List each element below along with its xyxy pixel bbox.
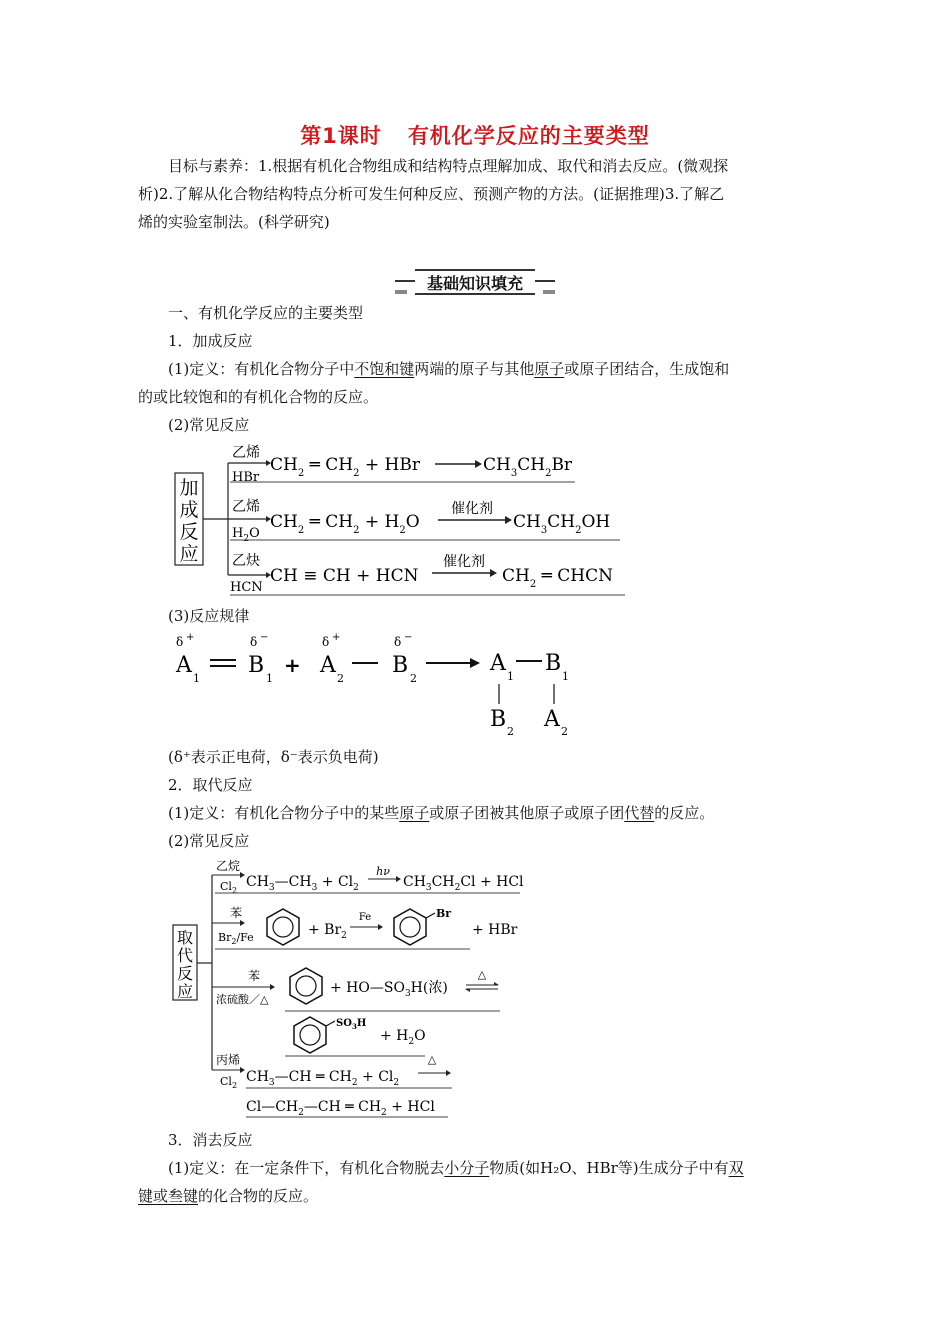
addition-reaction-diagram xyxy=(170,440,640,600)
elimination-heading: 3．消去反应 xyxy=(168,1131,253,1149)
goals-line-1: 目标与素养：1.根据有机化合物组成和结构特点理解加成、取代和消去反应。(微观探 xyxy=(168,157,729,175)
addition-heading: 1．加成反应 xyxy=(168,332,253,350)
reagent-top: 乙烷 xyxy=(216,859,241,873)
box-char: 成 xyxy=(179,499,199,521)
benzene-ring-icon xyxy=(394,909,435,945)
blank-answer: 原子 xyxy=(534,360,565,378)
blank-answer: 代替 xyxy=(624,804,655,822)
svg-text:δ: δ xyxy=(322,635,330,649)
reaction-product: $CH_3CH_2Br$ xyxy=(483,455,573,479)
addition-definition: (1)定义：有机化合物分子中不饱和键两端的原子与其他原子或原子团结合，生成饱和 xyxy=(168,360,730,378)
reagent-top: 丙烯 xyxy=(216,1053,241,1067)
addition-common-heading: (2)常见反应 xyxy=(168,416,250,434)
goals-line-2: 析)2.了解从化合物结构特点分析可发生何种反应、预测产物的方法。(证据推理)3.了解乙 xyxy=(138,185,725,203)
box-char: 加 xyxy=(179,477,199,499)
reaction-product: + HBr xyxy=(472,922,518,938)
svg-text:−: − xyxy=(404,632,413,643)
svg-text:2: 2 xyxy=(507,725,514,738)
svg-text:1: 1 xyxy=(266,672,273,685)
svg-text:+: + xyxy=(332,632,341,643)
condition-label: Fe xyxy=(358,912,372,923)
svg-text:B: B xyxy=(248,653,265,678)
blank-answer: 不饱和键 xyxy=(354,360,415,378)
reaction-product: $Cl—CH_2—CH$ ═ $CH_2$ + HCl xyxy=(246,1099,435,1118)
box-char: 取 xyxy=(176,928,194,947)
reagent-bottom: 浓硫酸／△ xyxy=(216,993,269,1006)
svg-text:δ: δ xyxy=(176,635,184,649)
reagent-top: 乙烯 xyxy=(232,499,260,515)
blank-answer: 双 xyxy=(728,1159,744,1177)
reaction-rule-diagram xyxy=(170,632,590,742)
svg-text:A: A xyxy=(490,651,506,676)
box-char: 应 xyxy=(176,982,194,1001)
section-banner-text: 基础知识填充 xyxy=(426,274,523,293)
reagent-top: 苯 xyxy=(248,969,261,983)
catalyst-label: 催化剂 xyxy=(443,554,485,570)
svg-text:−: − xyxy=(260,632,269,643)
condition-label: △ xyxy=(477,968,487,981)
svg-text:1: 1 xyxy=(562,670,569,683)
svg-text:2: 2 xyxy=(410,672,417,685)
box-char: 反 xyxy=(176,964,194,983)
reaction-product: $CH_3CH_2OH$ xyxy=(513,512,611,536)
substituent: $SO_3H$ xyxy=(336,1018,367,1031)
blank-answer: 原子 xyxy=(399,804,430,822)
reagent-bottom: $Cl_2$ xyxy=(220,1075,238,1090)
svg-text:δ: δ xyxy=(394,635,402,649)
benzene-ring-icon xyxy=(294,1017,335,1053)
reagent-bottom: $Cl_2$ xyxy=(220,880,238,895)
blank-answer: 小分子 xyxy=(444,1159,490,1177)
svg-text:A: A xyxy=(176,653,192,678)
reagent-bottom: $Br_2/Fe$ xyxy=(218,931,254,946)
reaction-product: $CH_2$ ═ CHCN xyxy=(502,566,613,590)
reagent-top: 苯 xyxy=(230,906,243,920)
condition-label: hν xyxy=(376,865,390,878)
svg-text:δ: δ xyxy=(250,635,258,649)
substitution-reaction-diagram xyxy=(170,855,530,1120)
substituent: Br xyxy=(436,907,452,920)
title-lesson: 第1课时 xyxy=(300,124,382,148)
goals-line-3: 烯的实验室制法。(科学研究) xyxy=(138,213,330,231)
svg-text:2: 2 xyxy=(337,672,344,685)
elimination-definition-cont: 键或叁键的化合物的反应。 xyxy=(138,1187,319,1205)
blank-answer: 键或叁键 xyxy=(138,1187,199,1205)
benzene-ring-icon xyxy=(267,909,299,945)
rule-note: (δ⁺表示正电荷，δ⁻表示负电荷) xyxy=(168,748,379,766)
substitution-common-heading: (2)常见反应 xyxy=(168,832,250,850)
reaction-equation: $CH_2$ ═ $CH_2$ + HBr xyxy=(270,455,420,479)
page-title xyxy=(0,120,950,150)
reaction-product: $CH_3CH_2Cl$ + HCl xyxy=(403,874,524,893)
reaction-equation: $CH_3—CH_3 + Cl_2$ xyxy=(246,874,359,893)
substitution-definition: (1)定义：有机化合物分子中的某些原子或原子团被其他原子或原子团代替的反应。 xyxy=(168,804,715,822)
reagent-top: 乙炔 xyxy=(232,553,260,569)
reagent-bottom: HCN xyxy=(230,580,263,595)
svg-text:1: 1 xyxy=(193,672,200,685)
reaction-equation: $CH_3—CH$ ═ $CH_2 + Cl_2$ xyxy=(246,1069,400,1088)
reaction-product: + $H_2O$ xyxy=(380,1028,426,1047)
svg-text:1: 1 xyxy=(507,670,514,683)
reaction-equation: CH ≡ CH + HCN xyxy=(270,566,419,586)
svg-text:2: 2 xyxy=(561,725,568,738)
svg-text:+: + xyxy=(186,632,195,643)
benzene-ring-icon xyxy=(290,968,322,1004)
svg-text:B: B xyxy=(490,707,507,732)
substitution-heading: 2．取代反应 xyxy=(168,776,253,794)
title-topic: 有机化学反应的主要类型 xyxy=(407,124,650,148)
box-char: 应 xyxy=(179,543,199,565)
svg-text:B: B xyxy=(545,651,562,676)
section-banner xyxy=(395,268,555,294)
section1-heading: 一、有机化学反应的主要类型 xyxy=(168,304,364,322)
svg-text:A: A xyxy=(320,653,336,678)
reagent: + $HO—SO_3H$(浓) xyxy=(330,980,448,999)
reagent-top: 乙烯 xyxy=(232,445,260,461)
svg-text:B: B xyxy=(392,653,409,678)
svg-text:A: A xyxy=(544,707,560,732)
elimination-definition: (1)定义：在一定条件下，有机化合物脱去小分子物质(如H₂O、HBr等)生成分子中有双 xyxy=(168,1159,744,1177)
box-char: 代 xyxy=(176,946,194,965)
condition-label: △ xyxy=(427,1053,437,1066)
svg-text:+: + xyxy=(284,653,301,677)
reagent: + $Br_2$ xyxy=(308,922,347,941)
rule-heading: (3)反应规律 xyxy=(168,607,250,625)
catalyst-label: 催化剂 xyxy=(451,501,493,517)
reagent-bottom: $H_2O$ xyxy=(232,526,260,544)
reagent-bottom: HBr xyxy=(232,470,260,485)
addition-definition-cont: 的或比较饱和的有机化合物的反应。 xyxy=(138,388,379,406)
reaction-equation: $CH_2$ ═ $CH_2 + H_2O$ xyxy=(270,512,420,536)
box-char: 反 xyxy=(179,521,199,543)
